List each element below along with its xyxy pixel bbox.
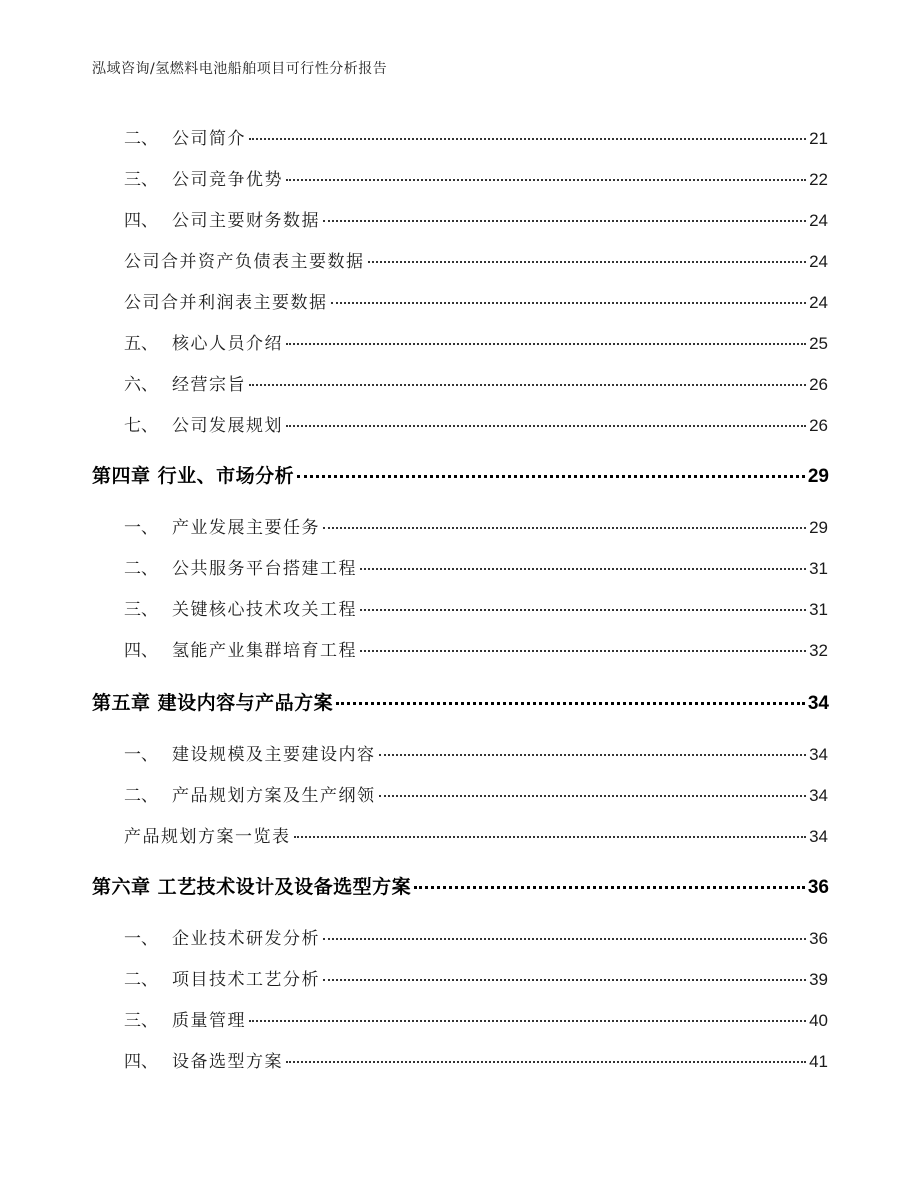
toc-section-entry[interactable] (124, 288, 828, 313)
toc-section-entry[interactable] (124, 1006, 828, 1031)
toc-entry-number: 二、 (124, 970, 158, 990)
toc-dot-leader (286, 179, 806, 181)
toc-entry-page-number: 21 (809, 129, 828, 148)
toc-section-entry[interactable] (124, 329, 828, 354)
toc-section-entry[interactable] (124, 554, 828, 579)
toc-section-entry[interactable] (124, 822, 828, 847)
toc-dot-leader (360, 650, 806, 652)
toc-entry-title: 公司主要财务数据 (172, 211, 320, 231)
toc-entry-number: 四、 (124, 211, 158, 231)
toc-section-entry[interactable] (124, 124, 828, 149)
page-header: 泓域咨询/氢燃料电池船舶项目可行性分析报告 (92, 61, 388, 77)
toc-entry-title: 产品规划方案及生产纲领 (172, 786, 376, 806)
toc-entry-title: 第六章 工艺技术设计及设备选型方案 (92, 876, 412, 898)
toc-entry-title: 设备选型方案 (172, 1052, 283, 1072)
toc-entry-page-number: 31 (809, 559, 828, 578)
toc-dot-leader (249, 138, 806, 140)
toc-dot-leader (286, 425, 806, 427)
toc-dot-leader (323, 979, 806, 981)
toc-entry-title: 产品规划方案一览表 (124, 827, 291, 847)
toc-entry-number: 四、 (124, 641, 158, 661)
toc-entry-page-number: 34 (809, 827, 828, 846)
toc-chapter-entry[interactable] (92, 688, 829, 715)
toc-section-entry[interactable] (124, 781, 828, 806)
toc-entry-page-number: 40 (809, 1011, 828, 1030)
toc-dot-leader (360, 568, 806, 570)
toc-entry-number: 五、 (124, 334, 158, 354)
toc-entry-number: 四、 (124, 1052, 158, 1072)
toc-entry-title: 关键核心技术攻关工程 (172, 600, 357, 620)
toc-chapter-entry[interactable] (92, 461, 829, 488)
toc-dot-leader (323, 220, 806, 222)
toc-entry-page-number: 39 (809, 970, 828, 989)
toc-entry-number: 六、 (124, 375, 158, 395)
toc-dot-leader (286, 1061, 806, 1063)
toc-dot-leader (336, 702, 805, 705)
toc-entry-page-number: 31 (809, 600, 828, 619)
toc-section-entry[interactable] (124, 965, 828, 990)
toc-entry-number: 二、 (124, 129, 158, 149)
toc-entry-title: 质量管理 (172, 1011, 246, 1031)
toc-section-entry[interactable] (124, 513, 828, 538)
toc-entry-page-number: 24 (809, 252, 828, 271)
toc-entry-page-number: 24 (809, 293, 828, 312)
toc-entry-page-number: 36 (807, 877, 829, 898)
toc-section-entry[interactable] (124, 740, 828, 765)
toc-entry-page-number: 34 (809, 786, 828, 805)
toc-dot-leader (360, 609, 806, 611)
toc-entry-number: 一、 (124, 929, 158, 949)
toc-entry-page-number: 34 (809, 745, 828, 764)
toc-section-entry[interactable] (124, 370, 828, 395)
toc-entry-number: 二、 (124, 786, 158, 806)
toc-dot-leader (249, 384, 806, 386)
toc-entry-number: 一、 (124, 745, 158, 765)
toc-dot-leader (331, 302, 807, 304)
toc-entry-title: 公共服务平台搭建工程 (172, 559, 357, 579)
toc-dot-leader (297, 475, 805, 478)
toc-entry-page-number: 26 (809, 375, 828, 394)
toc-entry-page-number: 36 (809, 929, 828, 948)
toc-entry-title: 项目技术工艺分析 (172, 970, 320, 990)
toc-section-entry[interactable] (124, 595, 828, 620)
toc-entry-title: 建设规模及主要建设内容 (172, 745, 376, 765)
toc-entry-page-number: 22 (809, 170, 828, 189)
toc-dot-leader (379, 754, 807, 756)
toc-entry-page-number: 24 (809, 211, 828, 230)
toc-section-entry[interactable] (124, 924, 828, 949)
toc-dot-leader (414, 886, 805, 889)
toc-chapter-entry[interactable] (92, 872, 829, 899)
toc-entry-title: 公司简介 (172, 129, 246, 149)
toc-entry-title: 公司合并资产负债表主要数据 (124, 252, 365, 272)
toc-dot-leader (379, 795, 807, 797)
toc-entry-title: 氢能产业集群培育工程 (172, 641, 357, 661)
toc-section-entry[interactable] (124, 411, 828, 436)
toc-entry-page-number: 34 (807, 693, 829, 714)
toc-entry-title: 经营宗旨 (172, 375, 246, 395)
toc-entry-title: 企业技术研发分析 (172, 929, 320, 949)
toc-entry-number: 二、 (124, 559, 158, 579)
toc-section-entry[interactable] (124, 636, 828, 661)
toc-section-entry[interactable] (124, 165, 828, 190)
toc-entry-title: 第五章 建设内容与产品方案 (92, 692, 334, 714)
toc-section-entry[interactable] (124, 206, 828, 231)
toc-entry-title: 第四章 行业、市场分析 (92, 465, 295, 487)
toc-dot-leader (323, 527, 806, 529)
toc-entry-title: 公司发展规划 (172, 416, 283, 436)
toc-entry-title: 公司合并利润表主要数据 (124, 293, 328, 313)
toc-entry-page-number: 32 (809, 641, 828, 660)
toc-entry-page-number: 29 (809, 518, 828, 537)
toc-entry-page-number: 26 (809, 416, 828, 435)
toc-section-entry[interactable] (124, 247, 828, 272)
toc-entry-page-number: 41 (809, 1052, 828, 1071)
toc-entry-number: 三、 (124, 1011, 158, 1031)
toc-entry-page-number: 25 (809, 334, 828, 353)
toc-dot-leader (368, 261, 807, 263)
toc-entry-number: 三、 (124, 600, 158, 620)
toc-dot-leader (286, 343, 806, 345)
toc-dot-leader (249, 1020, 806, 1022)
toc-dot-leader (323, 938, 806, 940)
toc-entry-number: 一、 (124, 518, 158, 538)
toc-dot-leader (294, 836, 807, 838)
toc-entry-number: 三、 (124, 170, 158, 190)
toc-entry-title: 产业发展主要任务 (172, 518, 320, 538)
toc-entry-page-number: 29 (807, 466, 829, 487)
toc-section-entry[interactable] (124, 1047, 828, 1072)
toc-entry-title: 公司竞争优势 (172, 170, 283, 190)
toc-entry-title: 核心人员介绍 (172, 334, 283, 354)
toc-entry-number: 七、 (124, 416, 158, 436)
